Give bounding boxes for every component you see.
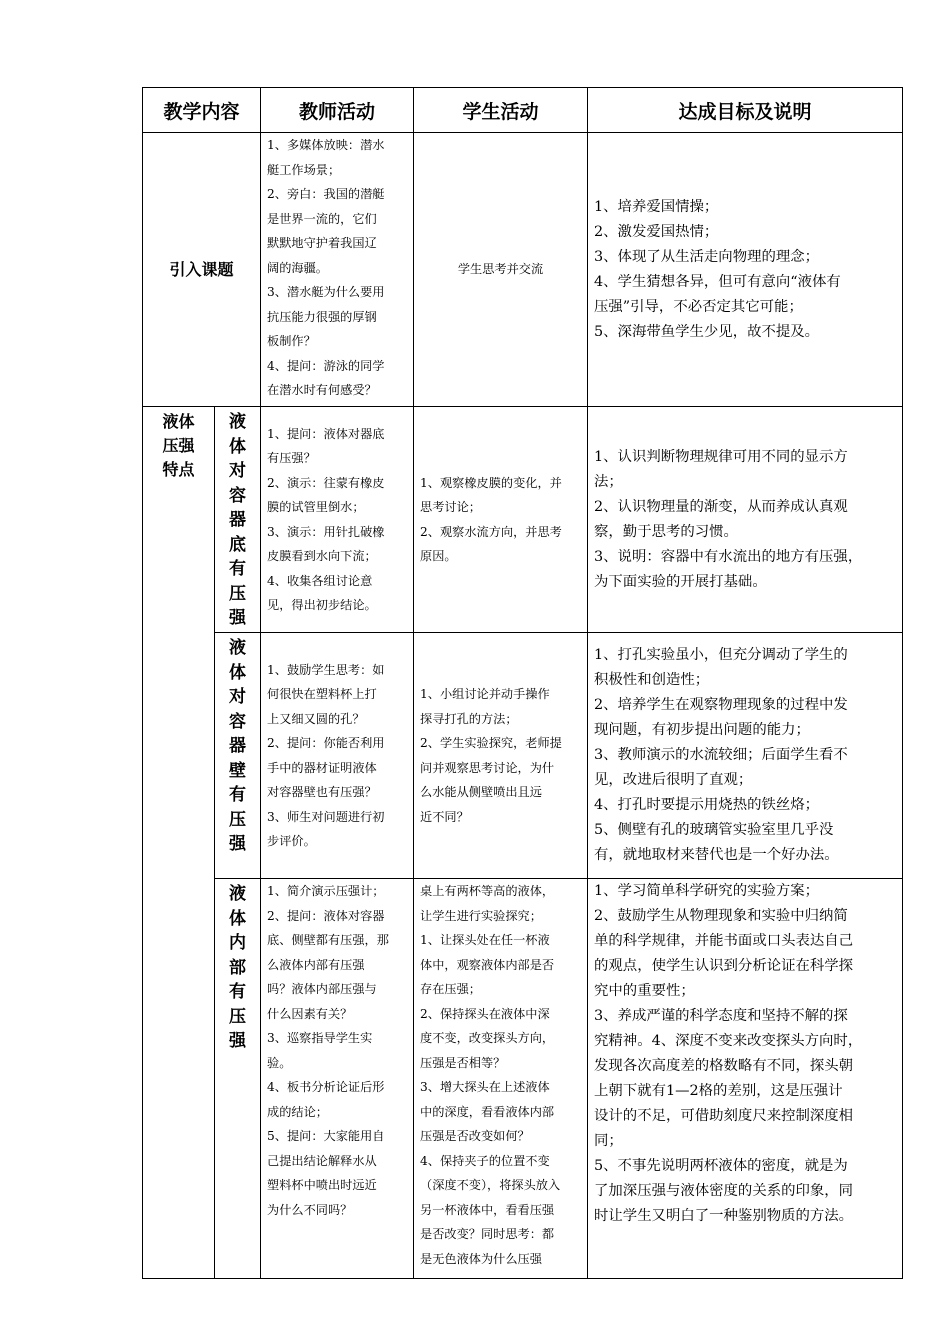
goals-cell (588, 879, 903, 1279)
student-cell (414, 407, 588, 633)
text-line: 4、提问：游泳的同学 (267, 358, 385, 373)
text-line: 1、简介演示压强计； (267, 884, 385, 898)
text-line: 压强是否改变如何？ (420, 1129, 530, 1143)
text-line: 2、学生实验探究，老师提 (420, 736, 562, 750)
sub-internal-pressure (215, 879, 261, 1279)
vertical-char: 器 (229, 510, 246, 530)
text-line: 手中的器材证明液体 (267, 760, 377, 775)
text-line: 体中，观察液体内部是否 (420, 957, 555, 972)
teacher-cell (261, 879, 414, 1279)
text-line: 另一杯液体中，看看压强 (420, 1202, 555, 1217)
text-line: 皮膜看到水向下流； (267, 549, 377, 563)
table-row (143, 133, 903, 407)
text-line: 3、养成严谨的科学态度和坚持不解的探 (594, 1008, 848, 1024)
text-line: 3、师生对问题进行初 (267, 809, 385, 824)
goals-cell (588, 133, 903, 407)
text-line: 的观点，使学生认识到分析论证在科学探 (594, 958, 854, 974)
vertical-char: 压 (229, 1006, 246, 1027)
text-line: 4、板书分析论证后形 (267, 1080, 385, 1094)
text-line: 5、不事先说明两杯液体的密度，就是为 (594, 1158, 848, 1174)
student-cell (414, 879, 588, 1279)
text-line: 成的结论； (267, 1104, 328, 1119)
text-line: 2、旁白：我国的潜艇 (267, 187, 385, 201)
text-line: 抗压能力很强的厚钢 (267, 309, 377, 324)
text-line: 对容器壁也有压强？ (267, 785, 377, 799)
text-line: 默默地守护着我国辽 (267, 236, 377, 250)
student-cell (414, 633, 588, 879)
vertical-char: 器 (229, 736, 246, 756)
text-line: 3、教师演示的水流较细；后面学生看不 (594, 747, 848, 763)
text-line: 设计的不足，可借助刻度尺来控制深度相 (594, 1108, 854, 1124)
vertical-char: 压 (229, 583, 246, 604)
text-line: 究精神。4、深度不变来改变探头方向时， (594, 1033, 863, 1049)
vertical-char: 底 (229, 534, 246, 555)
text-line: 压强是否相等？ (420, 1055, 506, 1070)
text-line: 有，就地取材来替代也是一个好办法。 (594, 847, 839, 863)
text-line: 是无色液体为什么压强 (420, 1251, 542, 1266)
goals-cell (588, 633, 903, 879)
text-line: 艇工作场景； (267, 162, 341, 177)
vertical-char: 容 (229, 711, 246, 732)
text-line: 为下面实验的开展打基础。 (594, 573, 767, 590)
text-line: 么水能从侧壁喷出且远 (420, 785, 542, 799)
vertical-char: 有 (229, 982, 246, 1002)
vertical-char: 强 (229, 834, 246, 854)
text-line: 是否改变？同时思考：都 (420, 1227, 555, 1241)
text-line: 5、侧壁有孔的玻璃管实验室里几乎没 (594, 822, 834, 838)
text-line: 1、学习简单科学研究的实验方案； (594, 883, 820, 899)
text-line: 上又细又圆的孔？ (267, 711, 365, 726)
vertical-char: 液 (229, 412, 246, 432)
text-line: 4、保持夹子的位置不变 (420, 1153, 550, 1168)
text-line: 1、让探头处在任一杯液 (420, 933, 550, 947)
text-line: 3、潜水艇为什么要用 (267, 285, 385, 299)
vertical-char: 体 (229, 436, 246, 457)
text-line: 1、鼓励学生思考：如 (267, 662, 385, 677)
text-line: 法； (594, 473, 623, 490)
text-line: 压强 (162, 436, 195, 455)
text-line: 2、认识物理量的渐变，从而养成认真观 (594, 498, 848, 515)
text-line: 1、小组讨论并动手操作 (420, 687, 550, 701)
text-line: 2、演示：往蒙有橡皮 (267, 475, 385, 490)
text-line: 2、激发爱国热情； (594, 223, 719, 240)
text-line: 2、提问：你能否利用 (267, 736, 385, 750)
vertical-char: 容 (229, 485, 246, 506)
teacher-cell (261, 633, 414, 879)
text-line: 2、鼓励学生从物理现象和实验中归纳简 (594, 908, 848, 924)
sub-bottom-pressure (215, 407, 261, 633)
text-line: 为什么不同吗？ (267, 1202, 353, 1217)
section-intro: 引入课题 (143, 133, 261, 407)
text-line: 同； (594, 1133, 623, 1149)
text-line: 4、收集各组讨论意 (267, 573, 373, 588)
text-line: 有压强？ (267, 451, 316, 465)
text-line: 思考讨论； (420, 500, 481, 514)
text-line: 己提出结论解释水从 (267, 1153, 377, 1168)
text-line: 上朝下就有1—2格的差别，这是压强计 (594, 1083, 843, 1099)
table-row (143, 879, 903, 1279)
text-line: 3、体现了从生活走向物理的理念； (594, 248, 820, 265)
table-row (143, 633, 903, 879)
text-line: 发现各次高度差的格数略有不同，探头朝 (594, 1058, 854, 1074)
text-line: 2、培养学生在观察物理现象的过程中发 (594, 697, 848, 713)
text-line: 膜的试管里倒水； (267, 500, 365, 514)
vertical-char: 内 (229, 933, 246, 953)
text-line: 么液体内部有压强 (267, 957, 365, 972)
vertical-char: 有 (229, 559, 246, 579)
text-line: 板制作？ (267, 334, 316, 348)
text-line: 是世界一流的，它们 (267, 211, 377, 226)
text-line: 察，勤于思考的习惯。 (594, 523, 738, 540)
vertical-char: 压 (229, 809, 246, 830)
text-line: 底、侧壁都有压强，那 (267, 933, 389, 947)
text-line: 特点 (162, 460, 195, 479)
text-line: 究中的重要性； (594, 983, 695, 999)
text-line: 2、观察水流方向，并思考 (420, 524, 562, 539)
section-liquid-pressure (143, 407, 215, 1279)
text-line: 1、打孔实验虽小，但充分调动了学生的 (594, 647, 848, 663)
text-line: 阔的海疆。 (267, 260, 328, 275)
text-line: 探寻打孔的方法； (420, 711, 518, 726)
goals-cell (588, 407, 903, 633)
teacher-cell (261, 407, 414, 633)
vertical-char: 液 (229, 884, 246, 904)
text-line: 3、巡察指导学生实 (267, 1031, 373, 1045)
text-line: 时让学生又明白了一种鉴别物质的方法。 (594, 1208, 854, 1224)
student-text (420, 879, 581, 1277)
text-line: 在潜水时有何感受？ (267, 383, 377, 397)
text-line: 度不变，改变探头方向， (420, 1031, 555, 1045)
text-line: 塑料杯中喷出时远近 (267, 1178, 377, 1192)
text-line: 3、说明：容器中有水流出的地方有压强， (594, 548, 863, 565)
text-line: 3、演示：用针扎破橡 (267, 524, 385, 539)
text-line: （深度不变），将探头放入 (420, 1178, 561, 1192)
vertical-char: 体 (229, 662, 246, 683)
vertical-char: 强 (229, 608, 246, 628)
text-line: 3、增大探头在上述液体 (420, 1080, 550, 1094)
header-row (143, 88, 903, 133)
vertical-char: 强 (229, 1031, 246, 1051)
text-line: 4、打孔时要提示用烧热的铁丝烙； (594, 797, 820, 813)
text-line: 步评价。 (267, 834, 316, 848)
text-line: 问并观察思考讨论，为什 (420, 760, 555, 775)
text-line: 5、深海带鱼学生少见，故不提及。 (594, 323, 820, 340)
text-line: 近不同？ (420, 809, 469, 824)
header-teacher: 教师活动 (261, 88, 414, 133)
text-line: 积极性和创造性； (594, 672, 710, 688)
lesson-plan-table (142, 87, 903, 1279)
vertical-char: 对 (229, 687, 246, 707)
text-line: 见，改进后很明了直观； (594, 772, 753, 788)
text-line: 2、保持探头在液体中深 (420, 1006, 550, 1021)
text-line: 让学生进行实验探究； (420, 908, 542, 923)
text-line: 现问题，有初步提出问题的能力； (594, 722, 810, 738)
student-cell (414, 133, 588, 407)
text-line: 1、认识判断物理规律可用不同的显示方 (594, 448, 848, 465)
teacher-cell (261, 133, 414, 407)
text-line: 验。 (267, 1055, 292, 1070)
text-line: 1、观察橡皮膜的变化，并 (420, 475, 562, 490)
table-row (143, 407, 903, 633)
text-line: 1、多媒体放映：潜水 (267, 138, 385, 152)
vertical-char: 液 (229, 638, 246, 658)
vertical-char: 体 (229, 908, 246, 929)
text-line: 中的深度，看看液体内部 (420, 1104, 555, 1119)
vertical-char: 部 (229, 957, 246, 978)
text-line: 学生思考并交流 (457, 262, 544, 277)
text-line: 5、提问：大家能用自 (267, 1129, 385, 1143)
text-line: 什么因素有关？ (267, 1006, 353, 1021)
text-line: 2、提问：液体对容器 (267, 908, 385, 923)
text-line: 1、培养爱国情操； (594, 198, 719, 215)
vertical-char: 对 (229, 461, 246, 481)
text-line: 何很快在塑料杯上打 (267, 687, 377, 701)
text-line: 单的科学规律，并能书面或口头表达自己 (594, 933, 854, 949)
text-line: 4、学生猜想各异，但可有意向“液体有 (594, 273, 841, 290)
header-goals: 达成目标及说明 (588, 88, 903, 133)
vertical-char: 壁 (229, 760, 246, 781)
text-line: 液体 (162, 412, 195, 431)
text-line: 吗？液体内部压强与 (267, 982, 377, 996)
sub-wall-pressure (215, 633, 261, 879)
text-line: 存在压强； (420, 982, 481, 996)
text-line: 1、提问：液体对器底 (267, 426, 385, 441)
vertical-char: 有 (229, 785, 246, 805)
header-content: 教学内容 (143, 88, 261, 133)
text-line: 压强”引导，不必否定其它可能； (594, 298, 803, 315)
text-line: 见，得出初步结论。 (267, 598, 377, 612)
text-line: 桌上有两杯等高的液体， (420, 884, 555, 898)
header-student: 学生活动 (414, 88, 588, 133)
text-line: 原因。 (420, 549, 457, 563)
text-line: 了加深压强与液体密度的关系的印象，同 (594, 1183, 854, 1199)
